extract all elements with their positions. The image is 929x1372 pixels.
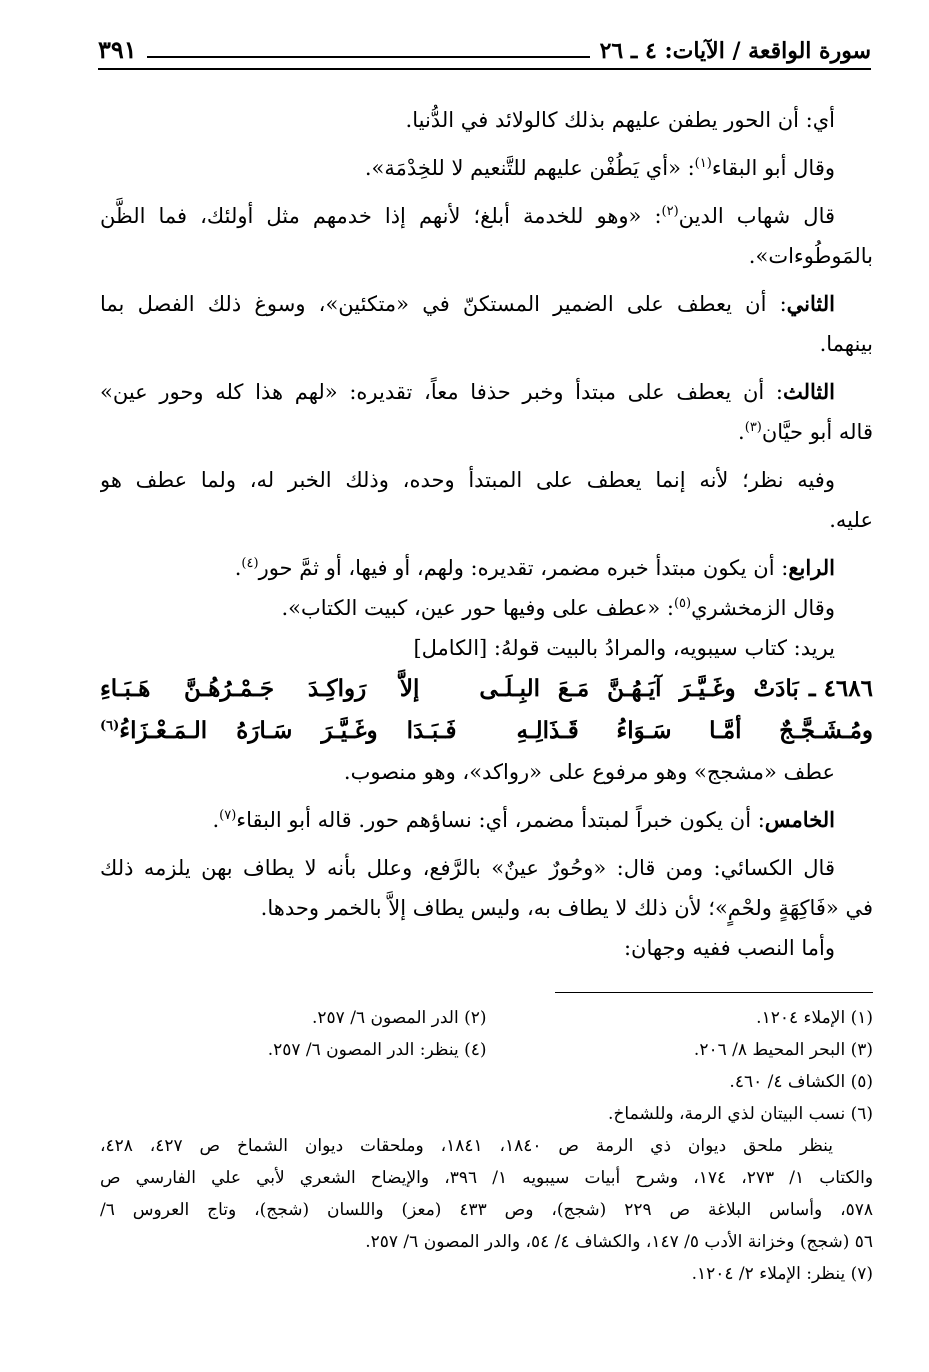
footnote-ref[interactable]: (٧) xyxy=(219,808,237,823)
footnote-continuation: والكتاب ١/ ٢٧٣، ١٧٤، وشرح أبيات سيبويه ١/ ٣٩٦، والإيضاح الشعري لأبي علي الفارسي ص xyxy=(100,1168,873,1188)
footnote: (٥) الكشاف ٤/ ٤٦٠. xyxy=(729,1072,873,1092)
text-line: وقال الزمخشري$^{(٥)}$: «عطف على وفيها حور عين، كبيت الكتاب». xyxy=(281,596,835,620)
footnote-ref[interactable]: (١) xyxy=(694,156,712,171)
section-label: الثاني xyxy=(786,291,835,316)
text-line: قال شهاب الدين$^{(٢)}$: «وهو للخدمة أبلغ؛ لأنهم إذا خدمهم مثل أولئك، فما الظَّن xyxy=(100,204,835,228)
text-line: عليه. xyxy=(829,508,873,532)
footnote-ref[interactable]: (٦) xyxy=(100,718,120,734)
footnote-row xyxy=(100,1034,873,1066)
footnote-continuation: ينظر ملحق ديوان ذي الرمة ص ١٨٤٠، ١٨٤١، وملحقات ديوان الشماخ ص ٤٢٧، ٤٢٨، xyxy=(100,1136,834,1156)
footnote: (٤) ينظر: الدر المصون ٦/ ٢٥٧. xyxy=(267,1040,487,1060)
text-line: الثالث: أن يعطف على مبتدأ وخبر حذفا معاً، تقديره: «لهم هذا كله وحور عين» xyxy=(100,379,835,404)
verse-hemistich: فَـبَـدَا وغَـيَّـرَ سَـارَهُ الـمَـعْـزَاءُ$^{(٦)}$ xyxy=(100,717,457,744)
text-line: في «فَاكِهَةٍ ولحْمٍ»؛ لأن ذلك لا يطاف به، وليس يطاف إلاَّ بالخمر وحدها. xyxy=(260,896,873,920)
footnote-continuation: ٥٦ (شجج) وخزانة الأدب ٥/ ١٤٧، والكشاف ٤/ ٥٤، والدر المصون ٦/ ٢٥٧. xyxy=(365,1232,873,1252)
text-line: قال الكسائي: ومن قال: «وحُورٌ عينٌ» بالرَّفع، وعلل بأنه لا يطاف بهن يلزمه ذلك xyxy=(100,856,835,880)
footnote-ref[interactable]: (٢) xyxy=(661,204,679,219)
text-line: وقال أبو البقاء$^{(١)}$: «أي يَطُفْن عليهم للتَّنعيم لا للخِدْمَة». xyxy=(364,156,835,180)
verse-number: ٤٦٨٦ ـ xyxy=(808,675,873,702)
verse-hemistich: ومُـشَـجَّـجٌ أمَّـا سَـوَاءُ قَـذَالِـهِ xyxy=(516,717,873,744)
header-filler-line xyxy=(147,56,590,58)
text-line: وأما النصب ففيه وجهان: xyxy=(623,936,835,960)
text-line: قاله أبو حيَّان$^{(٣)}$. xyxy=(738,420,873,444)
footnote-ref[interactable]: (٣) xyxy=(744,420,762,435)
text-line: أي: أن الحور يطفن عليهم بذلك كالولائد في الدُّنيا. xyxy=(405,108,835,132)
section-label: الخامس xyxy=(764,807,835,832)
main-text xyxy=(100,100,873,968)
page-number: ٣٩١ xyxy=(98,35,137,64)
footnote-ref[interactable]: (٥) xyxy=(673,596,692,611)
verse-hemistich: إلاَّ رَواكِـدَ جَـمْـرُهُـنَّ هَـبَـاءِ xyxy=(99,675,420,702)
section-label: الرابع xyxy=(788,555,835,580)
text-line: عطف «مشجج» وهو مرفوع على «رواكد»، وهو منصوب. xyxy=(343,760,835,784)
footnote-row xyxy=(100,1002,873,1034)
poetry-verse xyxy=(100,668,873,710)
text-line: الرابع: أن يكون مبتدأ خبره مضمر، تقديره: ولهم، أو فيها، أو ثمَّ حور$^{(٤)}$. xyxy=(234,555,835,580)
verse-hemistich: بَادَتْ وغَـيَّـرَ آيَـهُـنَّ مَـعَ البِـلَـى xyxy=(479,675,799,702)
text-line: يريد: كتاب سيبويه، والمرادُ بالبيت قولهُ: [الكامل] xyxy=(413,636,835,660)
footnote-continuation: ٥٧٨، وأساس البلاغة ص ٢٢٩ (شجج)، وص ٤٣٣ (معز) واللسان (شجج)، وتاج العروس ٦/ xyxy=(100,1200,873,1220)
footnotes xyxy=(100,1002,873,1290)
footnote: (٢) الدر المصون ٦/ ٢٥٧. xyxy=(312,1008,487,1028)
text-line: بالمَوطُوءات». xyxy=(748,244,873,268)
header-rule xyxy=(98,68,871,70)
text-line: وفيه نظر؛ لأنه إنما يعطف على المبتدأ وحده، وذلك الخبر له، ولما عطف هو xyxy=(100,468,835,492)
footnote: (٧) ينظر: الإملاء ٢/ ١٢٠٤. xyxy=(691,1264,873,1284)
section-label: الثالث xyxy=(783,379,835,404)
footnote: (٦) نسب البيتان لذي الرمة، وللشماخ. xyxy=(608,1104,873,1124)
footnote-separator xyxy=(555,992,873,993)
running-title: سورة الواقعة / الآيات: ٤ ـ ٢٦ xyxy=(599,38,871,64)
footnote: (١) الإملاء ١٢٠٤. xyxy=(756,1008,873,1028)
text-line: بينهما. xyxy=(819,332,873,356)
text-line: الثاني: أن يعطف على الضمير المستكنّ في «متكئين»، وسوغ ذلك الفصل بما xyxy=(100,291,835,316)
poetry-verse xyxy=(100,710,873,752)
footnote: (٣) البحر المحيط ٨/ ٢٠٦. xyxy=(693,1040,873,1060)
page-header xyxy=(98,30,871,66)
text-line: الخامس: أن يكون خبراً لمبتدأ مضمر، أي: نساؤهم حور. قاله أبو البقاء$^{(٧)}$. xyxy=(212,807,835,832)
footnote-ref[interactable]: (٤) xyxy=(241,556,259,571)
